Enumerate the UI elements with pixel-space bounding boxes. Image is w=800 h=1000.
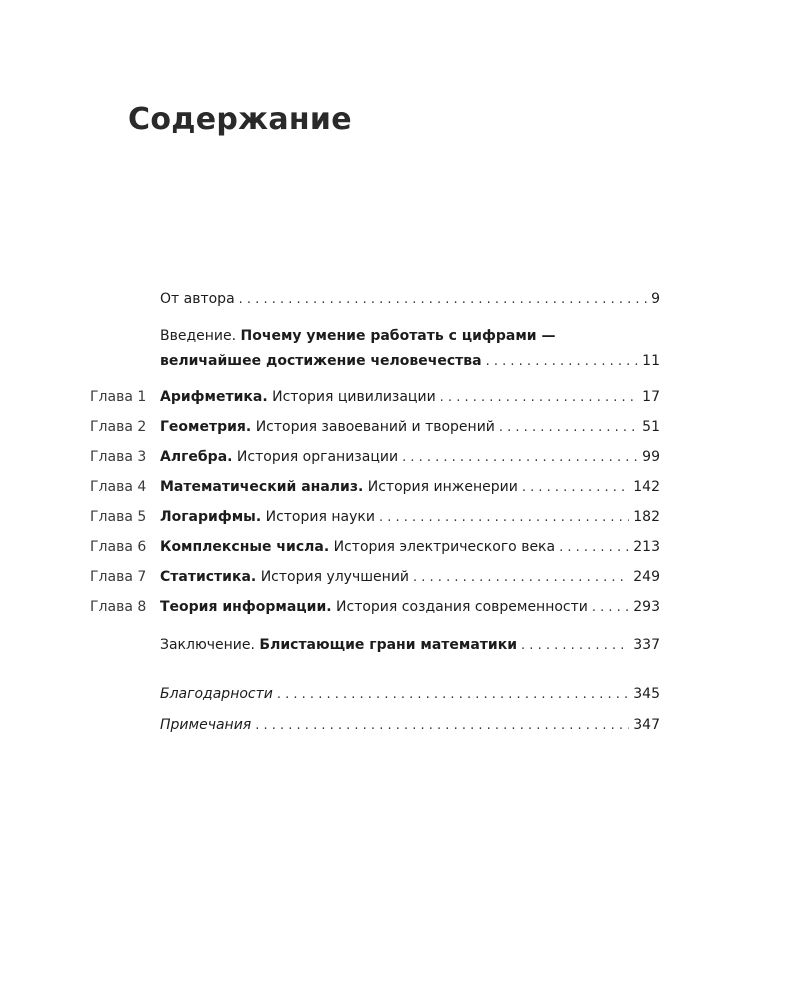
- toc-page-number: 9: [651, 291, 660, 307]
- toc-entry-label: От автора: [160, 291, 235, 307]
- toc-page-number: 182: [633, 509, 660, 525]
- toc-page-number: 213: [633, 539, 660, 555]
- chapter-subtitle: История организации: [236, 449, 399, 465]
- chapter-title: Статистика.: [160, 569, 257, 585]
- dot-leader: [255, 715, 629, 737]
- toc-entry-intro-line1[interactable]: [160, 325, 555, 347]
- toc-page-number: 345: [633, 686, 660, 702]
- toc-entry-label: Примечания: [160, 717, 252, 733]
- toc-page-number: 249: [633, 569, 660, 585]
- chapter-subtitle: История завоеваний и творений: [255, 419, 495, 435]
- chapter-subtitle: История электрического века: [333, 539, 556, 555]
- toc-chapter-3[interactable]: [90, 446, 660, 468]
- chapter-number: Глава 1: [90, 389, 147, 405]
- toc-page-number: 347: [633, 717, 660, 733]
- toc-page-number: 99: [642, 449, 660, 465]
- toc-page-number: 293: [633, 599, 660, 615]
- dot-leader: [592, 597, 629, 619]
- chapter-number: Глава 2: [90, 419, 147, 435]
- chapter-subtitle: История науки: [265, 509, 375, 525]
- toc-entry-title: величайшее достижение человечества: [160, 353, 482, 369]
- chapter-title: Комплексные числа.: [160, 539, 330, 555]
- toc-page-number: 17: [642, 389, 660, 405]
- chapter-title: Арифметика.: [160, 389, 268, 405]
- toc-entry-intro-line2[interactable]: [160, 350, 660, 372]
- chapter-number: Глава 6: [90, 539, 147, 555]
- toc-page-number: 11: [642, 353, 660, 369]
- chapter-title: Алгебра.: [160, 449, 233, 465]
- chapter-number: Глава 8: [90, 599, 147, 615]
- dot-leader: [440, 387, 639, 409]
- dot-leader: [486, 351, 639, 373]
- chapter-title: Математический анализ.: [160, 479, 364, 495]
- dot-leader: [522, 477, 629, 499]
- dot-leader: [277, 684, 629, 706]
- chapter-subtitle: История улучшений: [260, 569, 410, 585]
- dot-leader: [413, 567, 629, 589]
- toc-chapter-5[interactable]: [90, 506, 660, 528]
- chapter-title: Теория информации.: [160, 599, 332, 615]
- dot-leader: [499, 417, 638, 439]
- chapter-title: Логарифмы.: [160, 509, 262, 525]
- toc-chapter-6[interactable]: [90, 536, 660, 558]
- toc-entry-prefix: Введение.: [160, 328, 237, 344]
- toc-chapter-2[interactable]: [90, 416, 660, 438]
- toc-entry-conclusion[interactable]: [160, 634, 660, 656]
- chapter-number: Глава 4: [90, 479, 147, 495]
- toc-page-number: 337: [633, 637, 660, 653]
- toc-chapter-1[interactable]: [90, 386, 660, 408]
- dot-leader: [402, 447, 638, 469]
- chapter-subtitle: История инженерии: [367, 479, 518, 495]
- chapter-subtitle: История цивилизации: [272, 389, 436, 405]
- page-title: Содержание: [128, 102, 352, 137]
- chapter-number: Глава 5: [90, 509, 147, 525]
- dot-leader: [559, 537, 629, 559]
- toc-chapter-7[interactable]: [90, 566, 660, 588]
- chapter-number: Глава 3: [90, 449, 147, 465]
- toc-entry-label: Благодарности: [160, 686, 273, 702]
- dot-leader: [521, 635, 629, 657]
- toc-chapter-8[interactable]: [90, 596, 660, 618]
- dot-leader: [239, 289, 647, 311]
- toc-page-number: 51: [642, 419, 660, 435]
- chapter-subtitle: История создания современности: [336, 599, 588, 615]
- toc-entry-author[interactable]: [160, 288, 660, 310]
- chapter-number: Глава 7: [90, 569, 147, 585]
- toc-entry-acknowledgements[interactable]: [160, 683, 660, 705]
- toc-entry-prefix: Заключение.: [160, 637, 255, 653]
- toc-entry-notes[interactable]: [160, 714, 660, 736]
- chapter-title: Геометрия.: [160, 419, 252, 435]
- toc-chapter-4[interactable]: [90, 476, 660, 498]
- dot-leader: [379, 507, 629, 529]
- toc-entry-title: Блистающие грани математики: [259, 637, 518, 653]
- toc-entry-title: Почему умение работать с цифрами —: [240, 328, 556, 344]
- toc-page-number: 142: [633, 479, 660, 495]
